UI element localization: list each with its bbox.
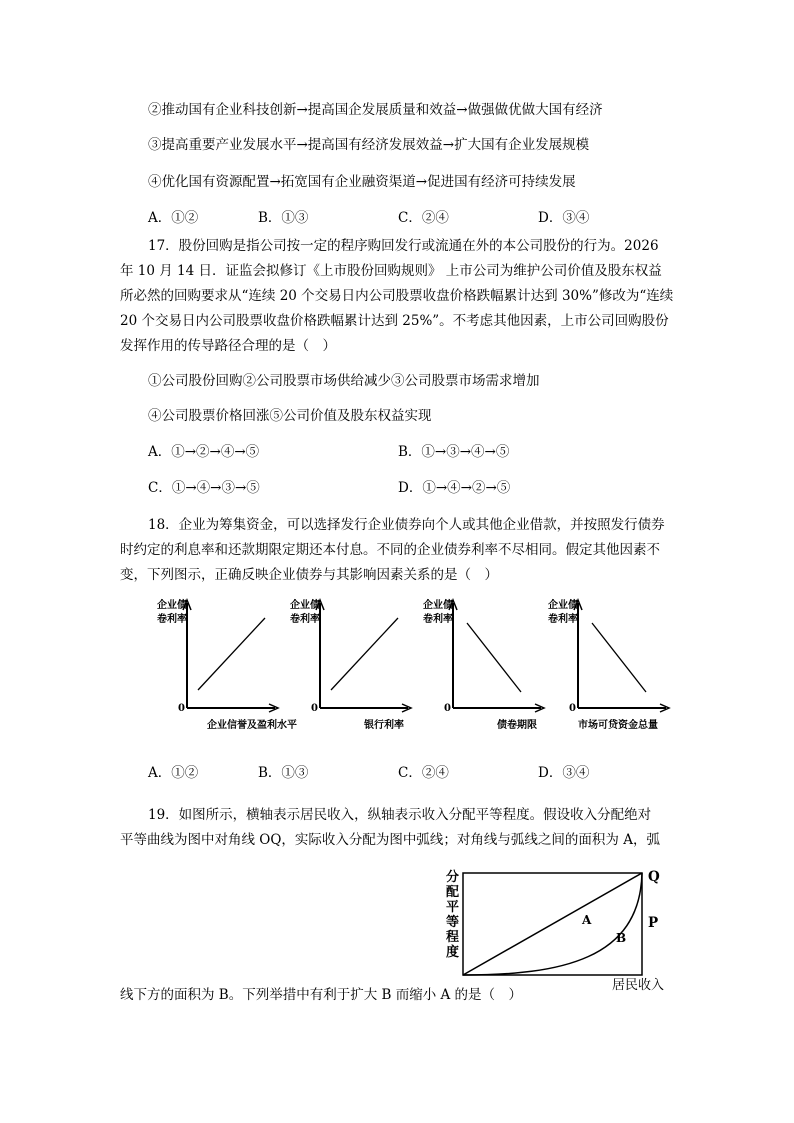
y-axis-label-line1: 企业债 [548,600,578,611]
q18-text: 变，下列图示，正确反映企业债券与其影响因素关系的是（ ） [120,567,498,583]
q16-option-a: A．①② [148,210,199,226]
origin-label: 0 [444,703,451,714]
q17-option-a: A．①→②→④→⑤ [148,444,260,460]
point-p: P [648,915,659,931]
y-axis-label [446,870,460,960]
y-axis-label-char: 等 [446,915,460,930]
y-axis-label-line2: 卷利率 [423,614,453,625]
point-q: Q [648,869,660,885]
x-axis-label: 居民收入 [612,978,665,993]
q18-option-b: B．①③ [258,765,309,781]
q16-option-d: D．③④ [538,210,590,226]
q18-option-c: C．②④ [398,765,449,781]
y-axis-label-char: 配 [446,885,460,900]
q16-statement-4: ④优化国有资源配置→拓宽国有企业融资渠道→促进国有经济可持续发展 [148,174,576,190]
q19-text: 平等曲线为图中对角线 OQ，实际收入分配为图中弧线；对角线与弧线之间的面积为 A，弧 [120,832,660,848]
origin-label: 0 [569,703,576,714]
equality-diagonal [463,873,642,975]
y-axis-label-line1: 企业债 [423,600,453,611]
q19-text: 线下方的面积为 B。下列举措中有利于扩大 B 而缩小 A 的是（ ） [120,987,523,1003]
area-a: A [582,913,592,927]
q18-option-d: D．③④ [538,765,590,781]
q17-option-d: D．①→④→②→⑤ [398,480,511,496]
q17-option-c: C．①→④→③→⑤ [148,480,260,496]
q17-text: 20 个交易日内公司股票收盘价格跌幅累计达到 25%”。不考虑其他因素，上市公司回购股份 [120,313,669,329]
q18-text: 18．企业为筹集资金，可以选择发行企业债券向个人或其他企业借款，并按照发行债券 [148,517,665,533]
q17-text: 17．股份回购是指公司按一定的程序购回发行或流通在外的本公司股份的行为。2026 [148,238,659,254]
y-axis-label-line2: 卷利率 [157,614,187,625]
q17-option-b: B．①→③→④→⑤ [398,444,510,460]
q17-text: 所必然的回购要求从“连续 20 个交易日内公司股票收盘价格跌幅累计达到 30%”修改为“连续 [120,288,674,304]
q17-statements-1: ①公司股份回购②公司股票市场供给减少③公司股票市场需求增加 [148,373,540,389]
q16-statement-3: ③提高重要产业发展水平→提高国有经济发展效益→扩大国有企业发展规模 [148,137,590,153]
q17-statements-2: ④公司股票价格回涨⑤公司价值及股东权益实现 [148,408,432,424]
q16-statement-2: ②推动国有企业科技创新→提高国企发展质量和效益→做强做优做大国有经济 [148,102,603,118]
y-axis-label-line2: 卷利率 [290,614,320,625]
q16-option-c: C．②④ [398,210,449,226]
x-axis-label: 债卷期限 [497,720,537,731]
x-axis-label: 市场可贷资金总量 [578,720,658,731]
y-axis-label-line1: 企业债 [157,600,187,611]
q17-text: 发挥作用的传导路径合理的是（ ） [120,338,336,354]
q18-text: 时约定的利息率和还款期限定期还本付息。不同的企业债券利率不尽相同。假定其他因素不 [120,542,660,558]
y-axis-label-line2: 卷利率 [548,614,578,625]
origin-label: 0 [311,703,318,714]
origin-label: 0 [178,703,185,714]
y-axis-label-line1: 企业债 [290,600,320,611]
y-axis-label-char: 分 [446,870,460,885]
x-axis-label: 银行利率 [364,720,404,731]
q16-option-b: B．①③ [258,210,309,226]
y-axis-label-char: 度 [446,945,460,960]
y-axis-label-char: 程 [446,930,460,945]
x-axis-label: 企业信誉及盈利水平 [207,720,297,731]
q19-text: 19．如图所示，横轴表示居民收入，纵轴表示收入分配平等程度。假设收入分配绝对 [148,807,652,823]
area-b: B [616,931,627,945]
q18-option-a: A．①② [148,765,199,781]
y-axis-label-char: 平 [446,900,460,915]
q17-text: 年 10 月 14 日．证监会拟修订《上市股份回购规则》 上市公司为维护公司价值及股东权益 [120,263,662,279]
